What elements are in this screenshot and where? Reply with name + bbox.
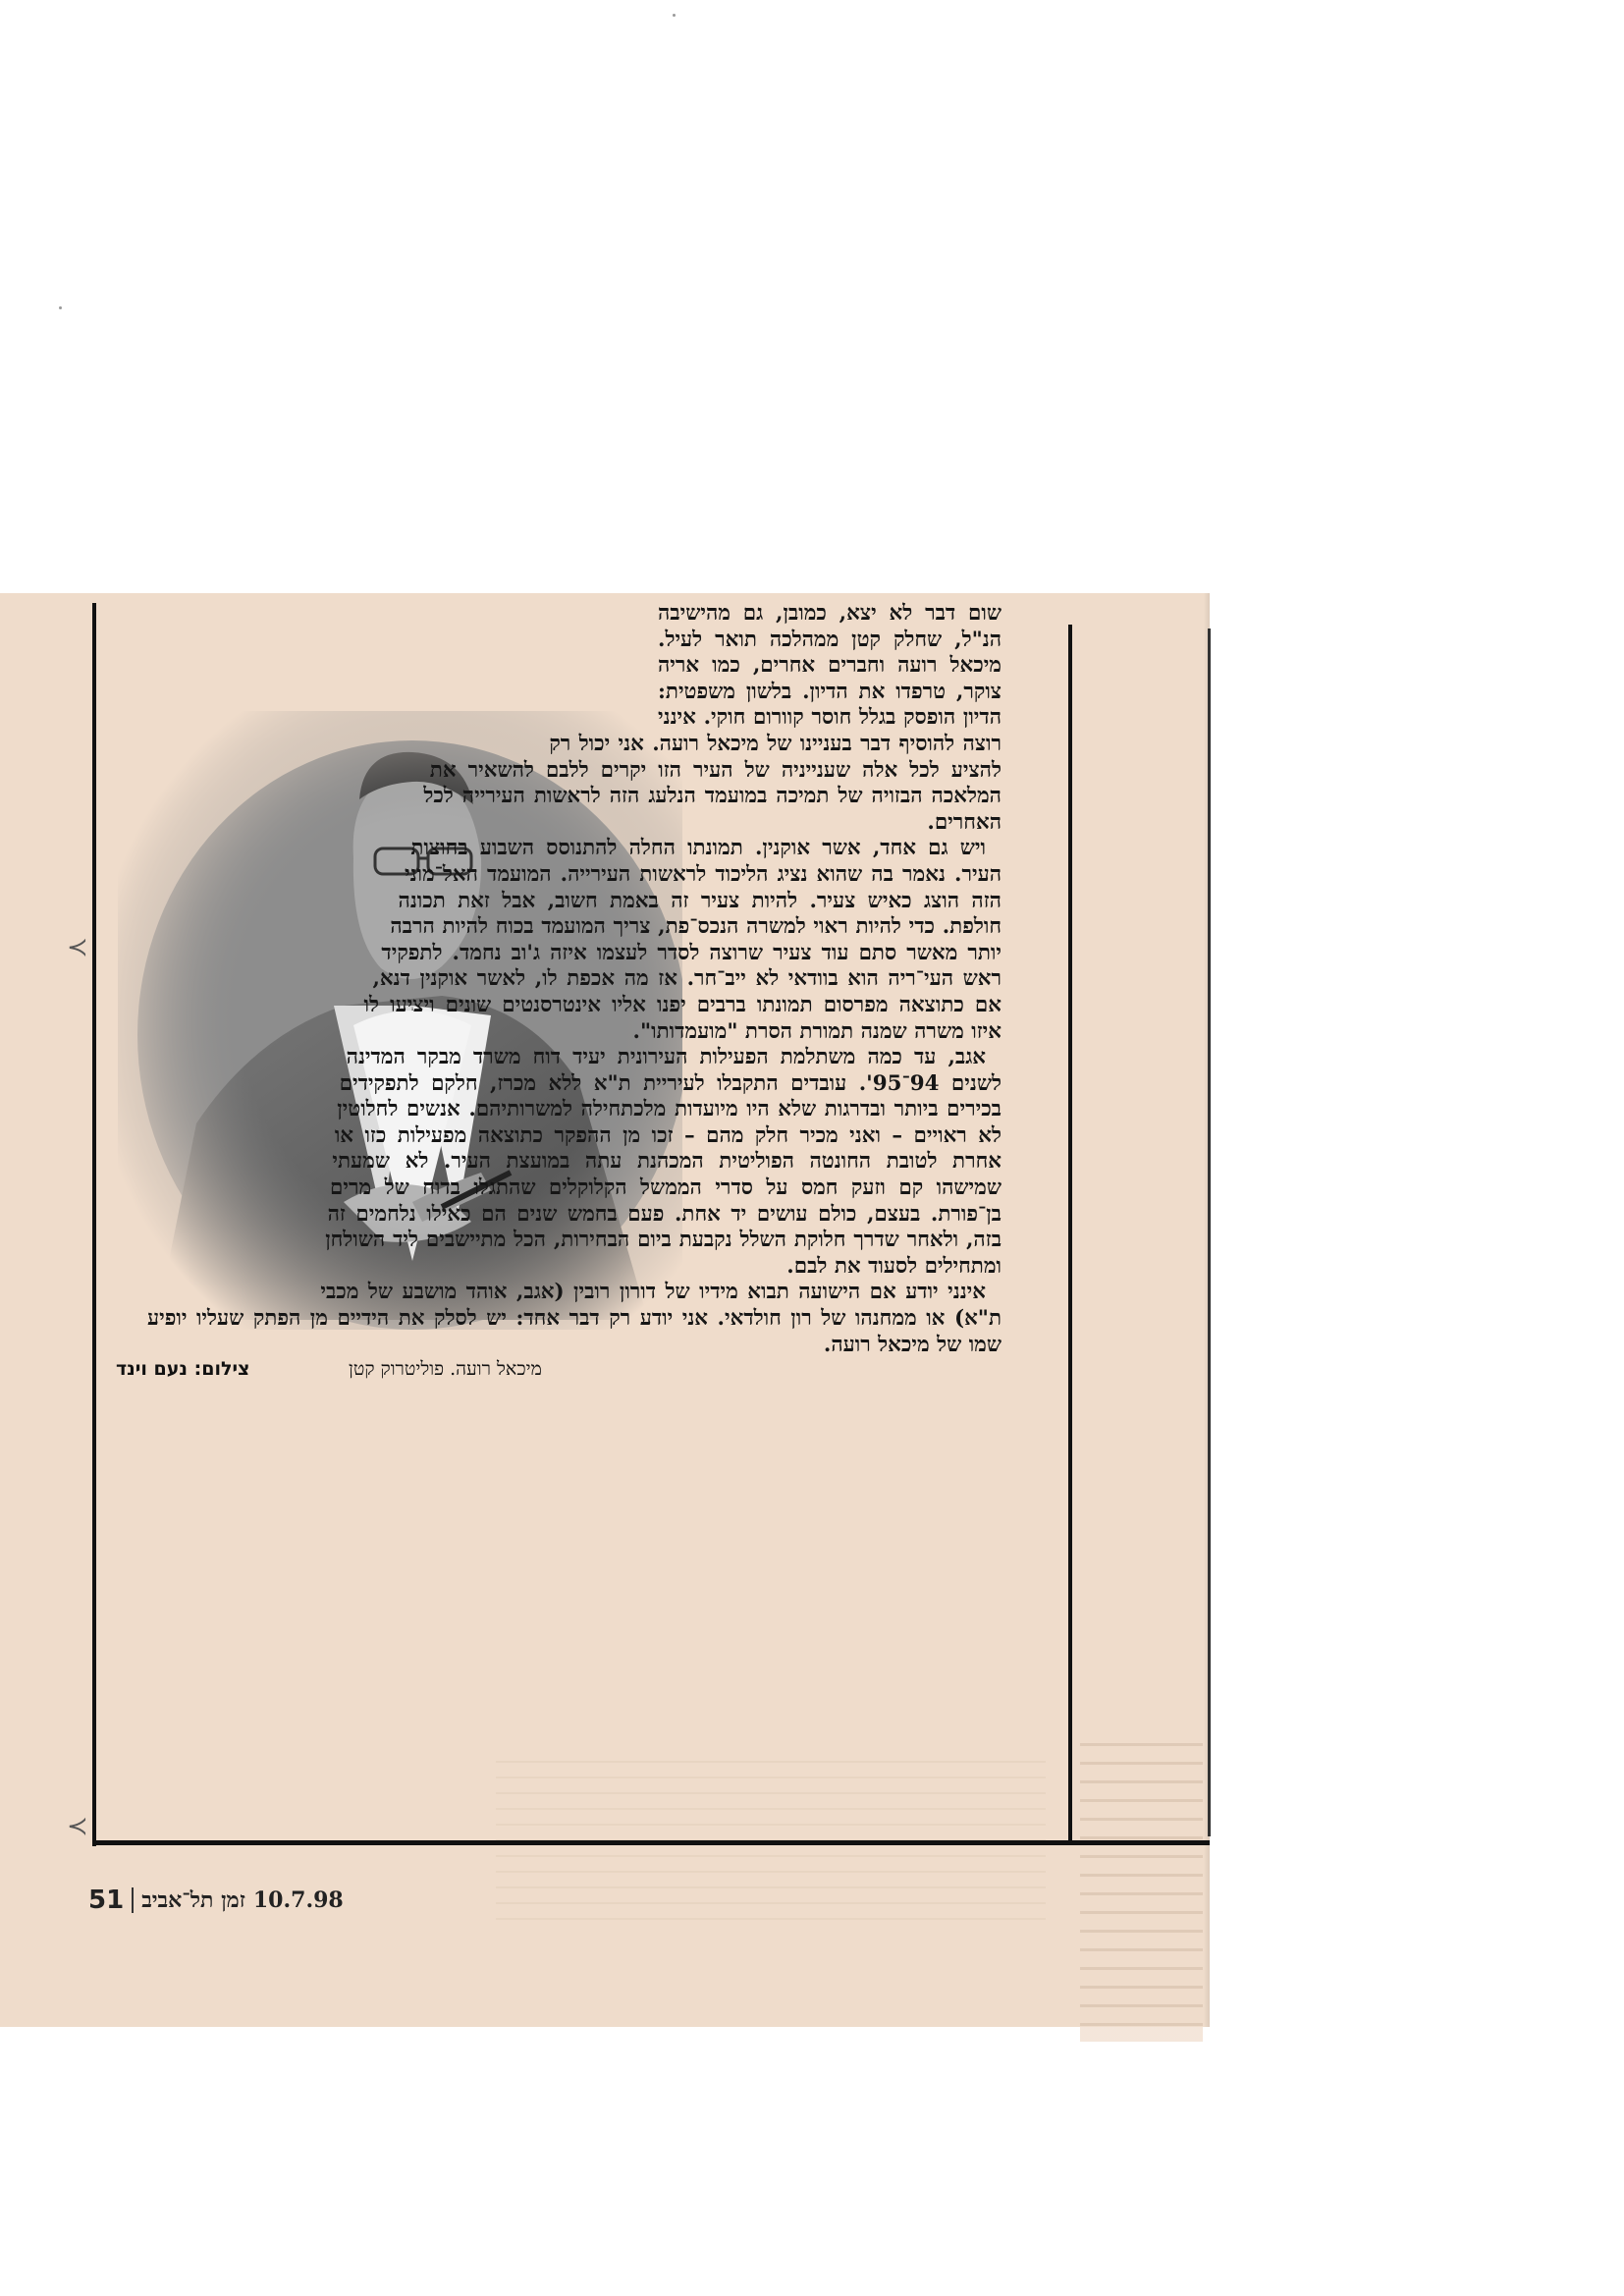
page-footer <box>88 1886 344 1915</box>
publication-name: זמן תל־אביב <box>141 1887 245 1913</box>
publication-date: 10.7.98 <box>252 1887 344 1913</box>
article-paragraph: שום דבר לא יצא, כמובן, גם מהישיבה הנ"ל, שחלק קטן ממהלכה תואר לעיל. מיכאל רועה וחברים אחרים, כמו אריה צוקר, טרפדו את הדיון. בלשון משפטית: הדיון הופסק בגלל חוסר קוורום חוקי. אינני רוצה להוסיף דבר בעניינו של מיכאל רועה. אני יכול רק להציע לכל אלה שענייניה של העיר הזו יקרים ללבם להשאיר את המלאכה הבזויה של תמיכה במועמד הנלעג הזה לראשות העירייה לכל האחרים. <box>423 601 1001 835</box>
article-body <box>147 601 1001 1358</box>
bleed-through-text <box>1080 1727 1203 2042</box>
staple-mark-icon: ≺ <box>67 1812 88 1841</box>
dust-speck <box>673 14 676 17</box>
column-rule-right <box>1068 625 1072 1840</box>
article-paragraph: אינני יודע אם הישועה תבוא מידיו של דורון רובין (אגב, אוהד מושבע של מכבי ת"א) או ממחנהו של רון חולדאי. אני יודע רק דבר אחד: יש לסלק את הידיים מן הפתק שעליו יופיע שמו של מיכאל רועה. <box>147 1280 1001 1357</box>
dust-speck <box>59 306 62 309</box>
photo-caption: מיכאל רועה. פוליטרוק קטן <box>349 1358 542 1380</box>
column-rule-left <box>92 603 96 1846</box>
article-paragraph: ויש גם אחד, אשר אוקנין. תמונתו החלה להתנוסס השבוע בחוצות העיר. נאמר בה שהוא נציג הליכוד לראשות העירייה. המועמד האל־מוני הזה הוצג כאיש צעיר. להיות צעיר זה באמת חשוב, אבל זאת תכונה חולפת. כדי להיות ראוי למשרה הנכס־פת, צריך המועמד בכוח להיות הרבה יותר מאשר סתם עוד צעיר שרוצה לסדר לעצמו איזה ג'וב נחמד. לתפקיד ראש העי־ריה הוא בוודאי לא ייב־חר. אז מה אכפת לו, לאשר אוקנין דנא, אם כתוצאה מפרסום תמונתו ברבים יפנו אליו אינטרסנטים שונים ויציעו לו איזו משרה שמנה תמורת הסרת "מועמדותו". <box>363 836 1001 1044</box>
column-rule-adjacent <box>1208 629 1211 1836</box>
footer-divider <box>132 1887 134 1913</box>
bottom-rule <box>92 1840 1210 1845</box>
bleed-through-text <box>496 1747 1046 1924</box>
page-number: 51 <box>88 1886 125 1915</box>
photo-credit: צילום: נעם וינד <box>116 1358 250 1380</box>
staple-mark-icon: ≺ <box>67 933 88 962</box>
article-paragraph: אגב, עד כמה משתלמת הפעילות העירונית יעיד דוח משרד מבקר המדינה לשנים 94־95'. עובדים התקבלו לעיריית ת"א ללא מכרז, חלקם לתפקידים בכירים ביותר ובדרגות שלא היו מיועדות מלכתחילה למשרותיהם. אנשים לחלוטין לא ראויים – ואני מכיר חלק מהם – זכו מן ההפקר כתוצאה מפעילות כזו או אחרת לטובת החונטה הפוליטית המכהנת עתה במועצת העיר. לא שמעתי שמישהו קם וזעק חמס על סדרי הממשל הקלוקלים שהתגלו בדוח של מרים בן־פורת. בעצם, כולם עושים יד אחת. פעם בחמש שנים הם כאילו נלחמים זה בזה, ולאחר שדרך חלוקת השלל נקבעת ביום הבחירות, הכל מתיישבים ליד השולחן ומתחילים לסעוד את לבם. <box>325 1045 1001 1279</box>
